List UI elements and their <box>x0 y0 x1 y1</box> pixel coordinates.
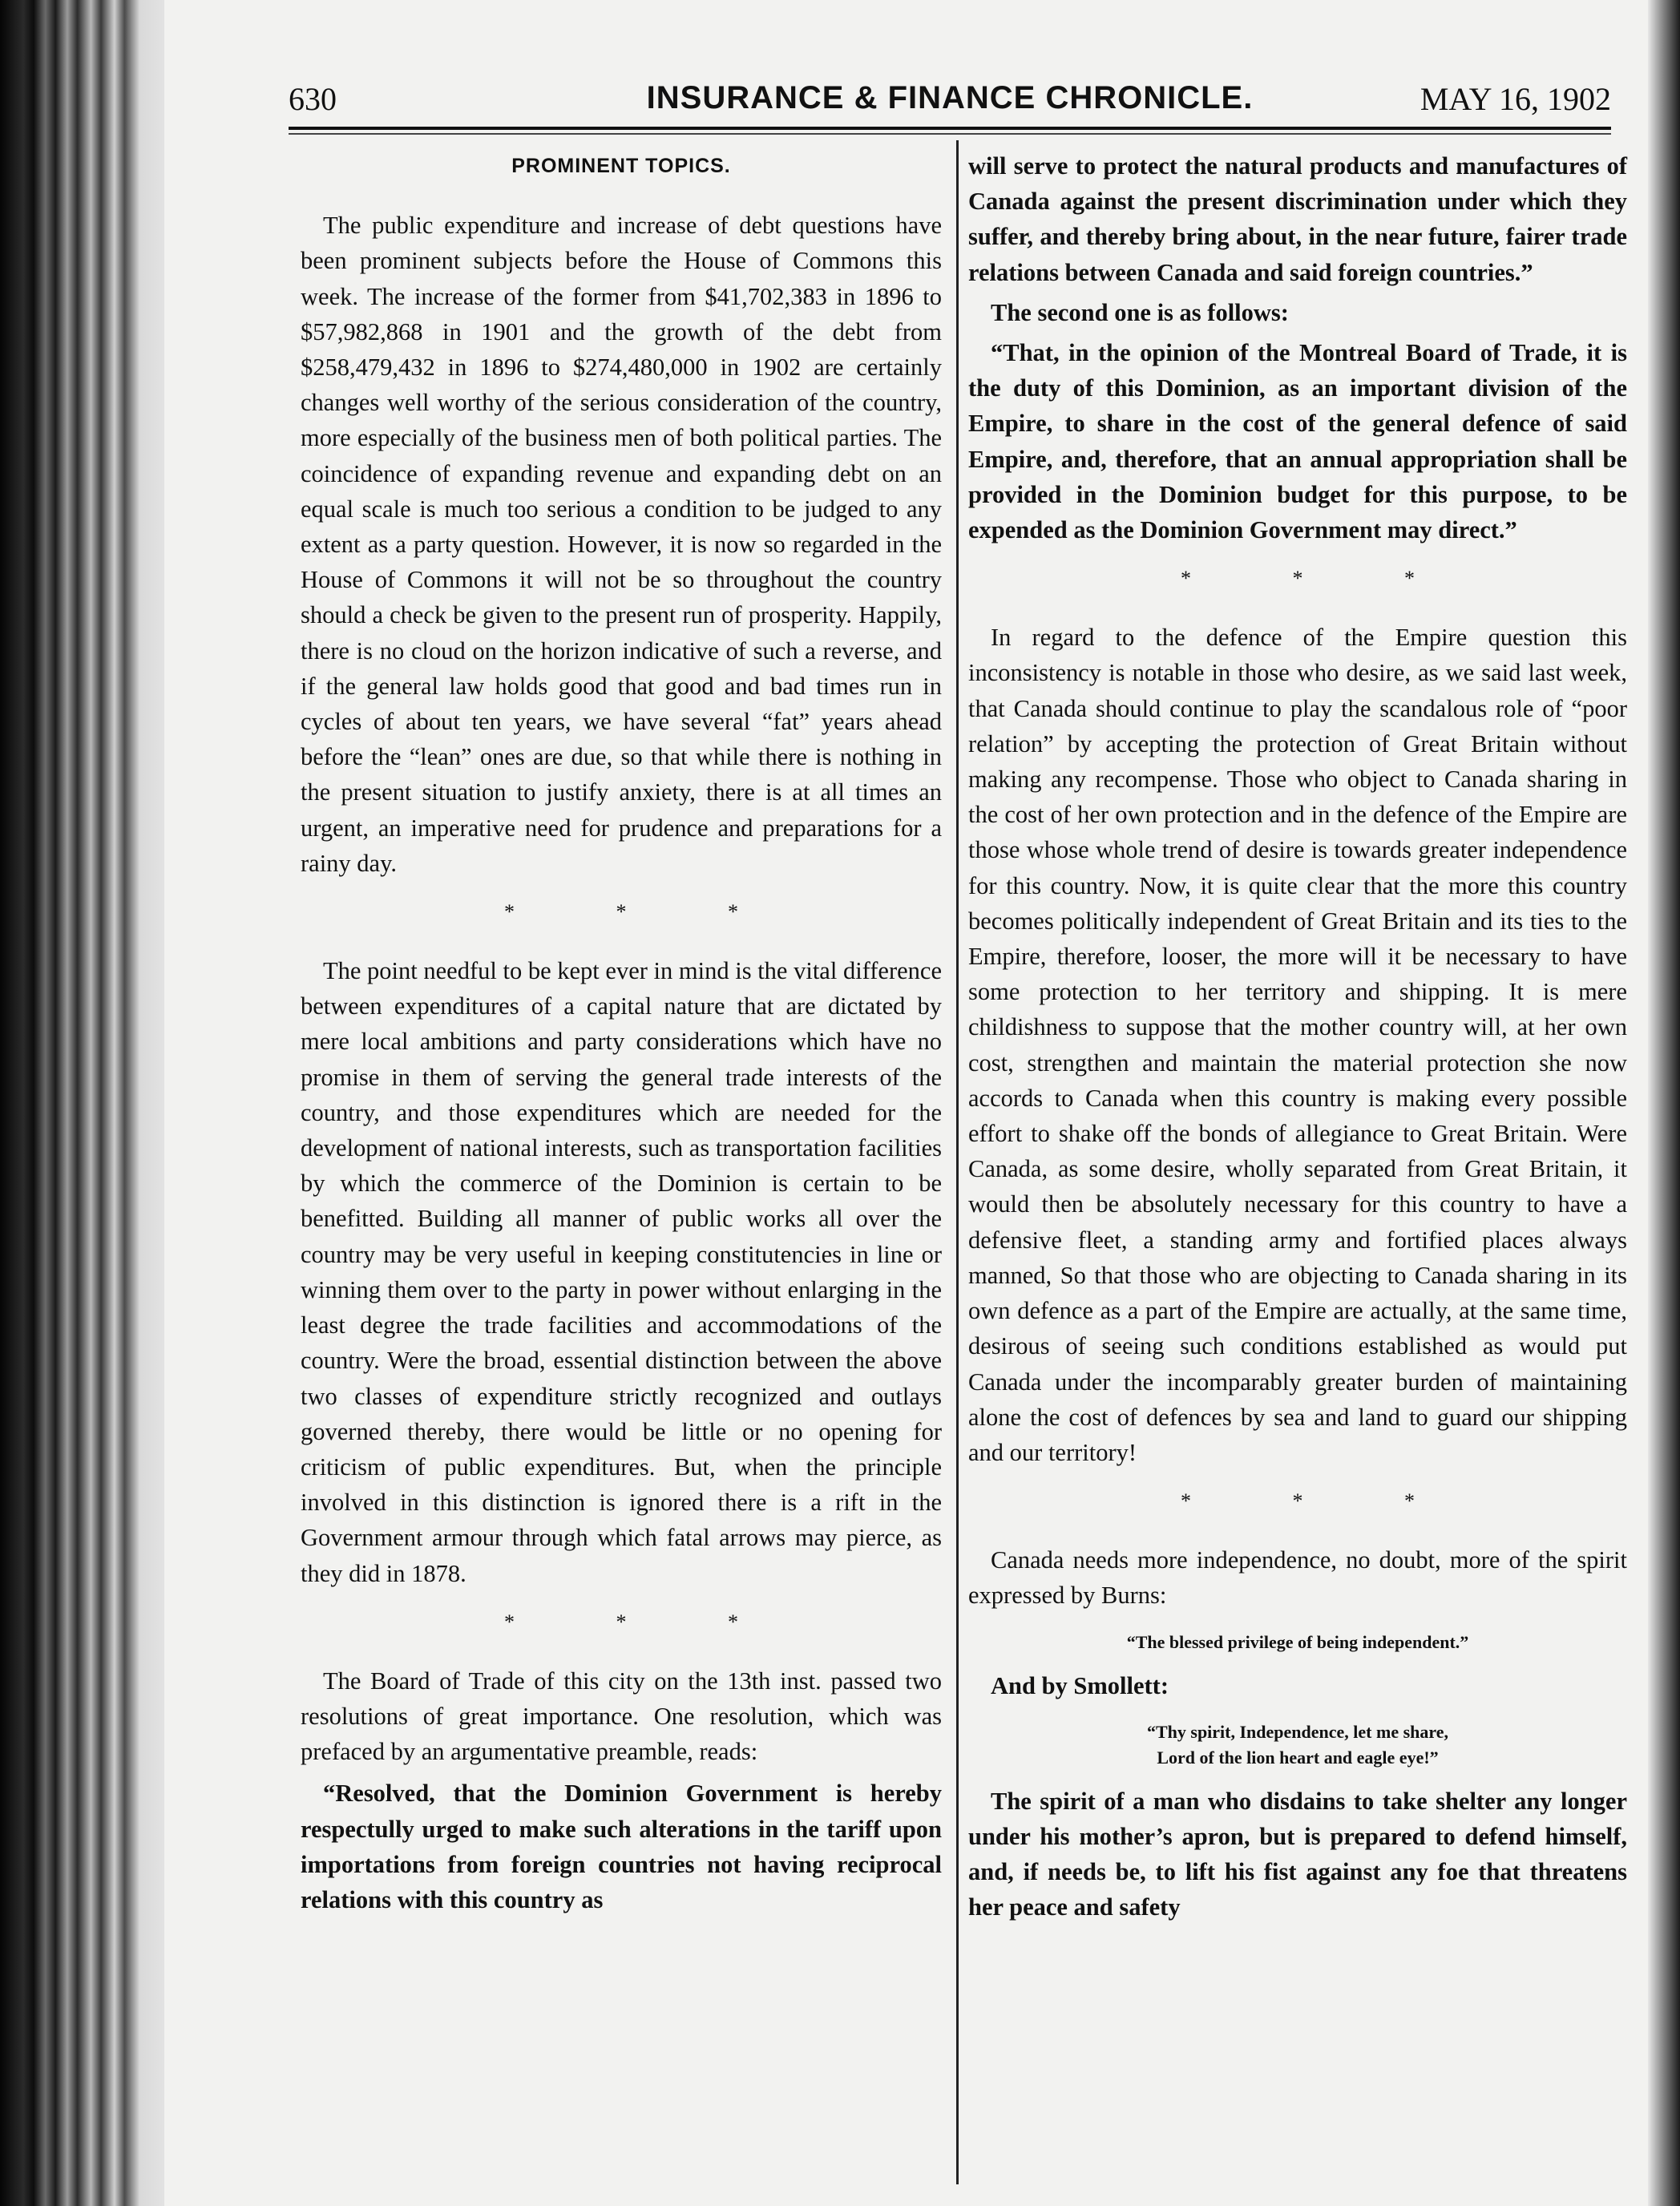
paragraph-resolution-one: “Resolved, that the Dominion Government is hereby respectully urged to make such alterations in the tariff upon importations from foreign countries not having reciprocal relations with this country as <box>301 1780 942 1913</box>
paragraph-spirit-of-a-man: The spirit of a man who disdains to take shelter any longer under his mother’s apron, but is prepared to defend himself, and, if needs be, to lift his fist against any foe that threatens her peace and safety <box>968 1787 1627 1921</box>
publication-title: INSURANCE & FINANCE CHRONICLE. <box>646 80 1254 115</box>
issue-date: MAY 16, 1902 <box>1420 81 1611 117</box>
header-rule <box>289 127 1611 130</box>
page-number: 630 <box>289 81 337 117</box>
page-edge-shadow <box>1648 0 1680 2206</box>
right-column <box>968 148 1627 1925</box>
smollett-intro: And by Smollett: <box>991 1671 1169 1699</box>
paragraph-resolution-one-cont: will serve to protect the natural products and manufactures of Canada against the present discrimination under which they suffer, and thereby bring about, in the near future, fairer trade relations between Canada and said foreign countries.” <box>968 152 1627 286</box>
section-separator: * * * <box>1181 1489 1463 1513</box>
section-separator: * * * <box>1181 567 1463 591</box>
paragraph-second-resolution-intro: The second one is as follows: <box>991 298 1289 326</box>
paragraph-capital-expenditure: The point needful to be kept ever in mind is the vital difference between expenditures of a capital nature that are dictated by mere local ambitions and party considerations which have no promise in them of serving the general trade interests of the country, and those expenditures which are needed for the development of national interests, such as transportation facilities by which the commerce of the Dominion is certain to be benefitted. Building all manner of public works all over the country may be very useful in keeping constitutencies in line or winning them over to the party in power without enlarging in the least degree the trade facilities and accommodations of the country. Were the broad, essential distinction between the above two classes of expenditure strictly recognized and outlays governed thereby, there would be little or no opening for criticism of public expenditures. But, when the principle involved in this distinction is ignored there is a rift in the Government armour through which fatal arrows may pierce, as they did in 1878. <box>301 957 942 1587</box>
smollett-quote-line-2: Lord of the lion heart and eagle eye!” <box>1157 1747 1439 1768</box>
paragraph-board-of-trade: The Board of Trade of this city on the 13th inst. passed two resolutions of great importance. One resolution, which was prefaced by an argumentative preamble, reads: <box>301 1667 942 1766</box>
paragraph-independence: Canada needs more independence, no doubt, more of the spirit expressed by Burns: <box>968 1546 1627 1610</box>
paragraph-public-expenditure: The public expenditure and increase of debt questions have been prominent subjects before the House of Commons this week. The increase of the former from $41,702,383 in 1896 to $57,982,868 in 1901 and the growth of the debt from $258,479,432 in 1896 to $274,480,000 in 1902 are certainly changes well worthy of the serious consideration of the country, more especially of the business men of both political parties. The coincidence of expanding revenue and expanding debt on an equal scale is much too serious a condition to be judged to any extent as a party question. However, it is now so regarded in the House of Commons it will not be so throughout the country should a check be given to the present run of prosperity. Happily, there is no cloud on the horizon indicative of such a reverse, and if the general law holds good that good and bad times run in cycles of about ten years, we have several “fat” years ahead before the “lean” ones are due, so that while there is nothing in the present situation to justify anxiety, there is at all times an urgent, an imperative need for prudence and preparations for a rainy day. <box>301 212 942 877</box>
book-binding <box>0 0 168 2206</box>
header-rule-thin <box>289 133 1611 135</box>
section-separator: * * * <box>504 1610 786 1634</box>
burns-quote: “The blessed privilege of being independent.” <box>1126 1631 1469 1652</box>
left-column <box>301 148 942 1917</box>
section-separator: * * * <box>504 900 786 924</box>
smollett-quote <box>968 1719 1627 1771</box>
section-heading: PROMINENT TOPICS. <box>511 155 731 177</box>
paragraph-empire-defence: In regard to the defence of the Empire question this inconsistency is notable in those who desire, as we said last week, that Canada should continue to play the scandalous role of “poor relation” by accepting the protection of Great Britain without making any recompense. Those who object to Canada sharing in the cost of her own protection and in the defence of the Empire are those whose whole trend of desire is towards greater independence for this country. Now, it is quite clear that the more this country becomes politically independent of Great Britain and its ties to the Empire, therefore, looser, the more will it be necessary to have some protection to her territory and shipping. It is mere childishness to suppose that the mother country will, at her own cost, strengthen and maintain the material protection she now accords to Canada when this country is making every possible effort to shake off the bonds of allegiance to Great Britain. Were Canada, as some desire, wholly separated from Great Britain, it would then be absolutely necessary for this country to have a defensive fleet, a standing army and fortified places always manned, So that those who are objecting to Canada sharing in its own defence as a part of the Empire are actually, at the same time, desirous of seeing such conditions established as would put Canada under the incomparably greater burden of maintaining alone the cost of defences by sea and land to guard our shipping and our territory! <box>968 624 1627 1466</box>
smollett-quote-line-1: “Thy spirit, Independence, let me share, <box>1146 1721 1449 1742</box>
column-divider <box>956 140 959 2184</box>
page-header <box>289 80 1611 128</box>
paragraph-resolution-two: “That, in the opinion of the Montreal Board of Trade, it is the duty of this Dominion, as an important division of the Empire, to share in the cost of the general defence of said Empire, and, therefore, that an annual appropriation shall be provided in the Dominion budget for this purpose, to be expended as the Dominion Government may direct.” <box>968 339 1627 544</box>
